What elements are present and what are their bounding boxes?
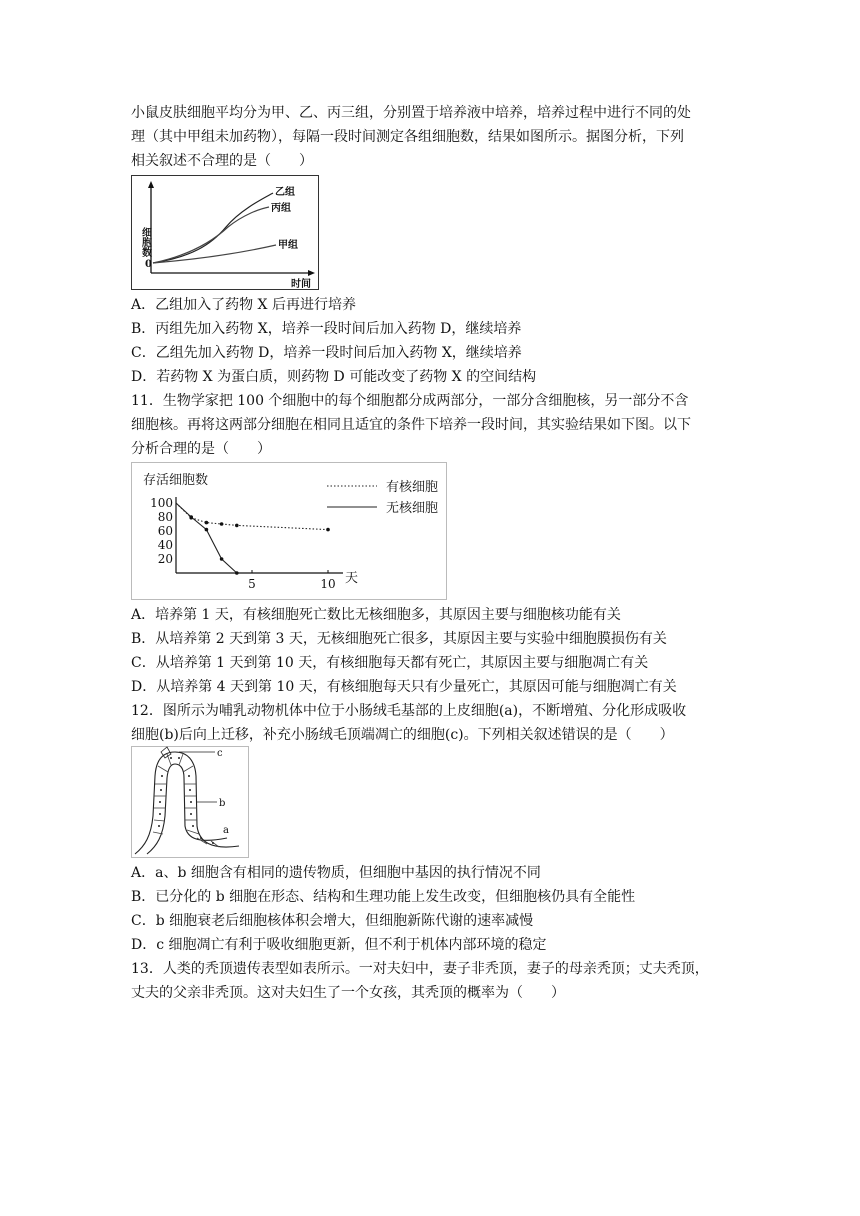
q10-y-arrow <box>148 181 154 188</box>
q10-curve-jia <box>153 245 276 263</box>
q11-series-nucleated-line <box>176 503 328 530</box>
q11-legend-label-anucleate: 无核细胞 <box>386 501 439 516</box>
q12-label-c: c <box>217 748 223 759</box>
q11-x-tick-label: 5 <box>248 577 256 591</box>
q11-point-nucleated <box>326 528 330 532</box>
q10-curve-yi <box>153 193 273 263</box>
q10-curve-bing <box>153 207 269 263</box>
q11-point-nucleated <box>220 522 224 526</box>
q11-stem-line-3: 分析合理的是（ ） <box>131 441 271 457</box>
q11-point-nucleated <box>205 521 209 525</box>
q11-option-a: A．培养第 1 天，有核细胞死亡数比无核细胞多，其原因主要与细胞核功能有关 <box>131 607 621 623</box>
q11-stem-line-2: 细胞核。再将这两部分细胞在相同且适宜的条件下培养一段时间，其实验结果如下图。以下 <box>131 417 691 433</box>
q11-x-label: 天 <box>345 571 359 586</box>
q10-x-arrow <box>308 270 315 276</box>
q11-survival-chart <box>131 462 447 600</box>
q10-option-d: D．若药物 X 为蛋白质，则药物 D 可能改变了药物 X 的空间结构 <box>131 369 537 385</box>
q11-point-anucleate <box>205 528 209 532</box>
q11-y-tick-label: 20 <box>157 552 173 566</box>
q12-label-a: a <box>223 825 229 836</box>
q10-option-c: C．乙组先加入药物 D，培养一段时间后加入药物 X，继续培养 <box>131 345 522 361</box>
q12-cell-boundaries <box>153 754 219 847</box>
q10-x-label: 时间 <box>291 279 311 290</box>
q11-y-tick-label: 100 <box>150 496 173 510</box>
q11-option-d: D．从培养第 4 天到第 10 天，有核细胞每天只有少量死亡，其原因可能与细胞凋亡有关 <box>131 679 677 695</box>
q11-y-tick-label: 60 <box>157 524 173 538</box>
q11-point-nucleated <box>235 524 239 528</box>
q12-label-b: b <box>219 798 226 809</box>
q12-option-c: C．b 细胞衰老后细胞核体积会增大，但细胞新陈代谢的速率减慢 <box>131 913 534 929</box>
q10-option-b: B．丙组先加入药物 X，培养一段时间后加入药物 D，继续培养 <box>131 321 522 337</box>
q11-point-anucleate <box>189 515 193 519</box>
q11-legend-label-nucleated: 有核细胞 <box>386 480 439 495</box>
q13-stem-line-1: 13．人类的秃顶遗传表型如表所示。一对夫妇中，妻子非秃顶，妻子的母亲秃顶；丈夫秃顶， <box>131 961 709 977</box>
q10-cell-growth-figure <box>131 175 319 290</box>
q10-y-label: 细胞数 <box>139 227 151 257</box>
q11-stem-line-1: 11．生物学家把 100 个细胞中的每个细胞都分成两部分，一部分含细胞核，另一部分不含 <box>131 393 689 409</box>
q11-x-tick-label: 10 <box>320 577 336 591</box>
q12-villus-figure <box>131 746 249 858</box>
q11-option-b: B．从培养第 2 天到第 3 天，无核细胞死亡很多，其原因主要与实验中细胞膜损伤有关 <box>131 631 667 647</box>
q10-origin-label: 0 <box>145 259 152 270</box>
q11-point-anucleate <box>220 557 224 561</box>
q12-stem-line-2: 细胞(b)后向上迁移，补充小肠绒毛顶端凋亡的细胞(c)。下列相关叙述错误的是（ ） <box>131 727 674 743</box>
q11-option-c: C．从培养第 1 天到第 10 天，有核细胞每天都有死亡，其原因主要与细胞凋亡有关 <box>131 655 649 671</box>
q11-y-tick-label: 40 <box>157 538 173 552</box>
q10-stem-line-1: 小鼠皮肤细胞平均分为甲、乙、丙三组，分别置于培养液中培养，培养过程中进行不同的处 <box>131 105 691 121</box>
q12-option-d: D．c 细胞凋亡有利于吸收细胞更新，但不利于机体内部环境的稳定 <box>131 937 547 953</box>
q12-option-a: A．a、b 细胞含有相同的遗传物质，但细胞中基因的执行情况不同 <box>131 865 541 881</box>
q13-stem-line-2: 丈夫的父亲非秃顶。这对夫妇生了一个女孩，其秃顶的概率为（ ） <box>131 985 565 1001</box>
q10-stem-line-2: 理（其中甲组未加药物），每隔一段时间测定各组细胞数，结果如图所示。据图分析，下列 <box>131 129 684 145</box>
q10-series-label-jia: 甲组 <box>278 240 298 251</box>
q10-series-label-bing: 丙组 <box>271 203 291 214</box>
q11-series-anucleate-line <box>176 503 237 573</box>
q10-series-label-yi: 乙组 <box>275 187 295 198</box>
q11-chart-title: 存活细胞数 <box>143 473 209 488</box>
q11-y-tick-label: 80 <box>157 510 173 524</box>
q12-stem-line-1: 12．图所示为哺乳动物机体中位于小肠绒毛基部的上皮细胞(a)，不断增殖、分化形成吸收 <box>131 703 687 719</box>
q12-villus-inner-edge <box>147 764 227 854</box>
q12-option-b: B．已分化的 b 细胞在形态、结构和生理功能上发生改变，但细胞核仍具有全能性 <box>131 889 636 905</box>
q11-point-anucleate <box>235 571 239 575</box>
q10-stem-line-3: 相关叙述不合理的是（ ） <box>131 153 313 169</box>
q10-option-a: A．乙组加入了药物 X 后再进行培养 <box>131 297 356 313</box>
